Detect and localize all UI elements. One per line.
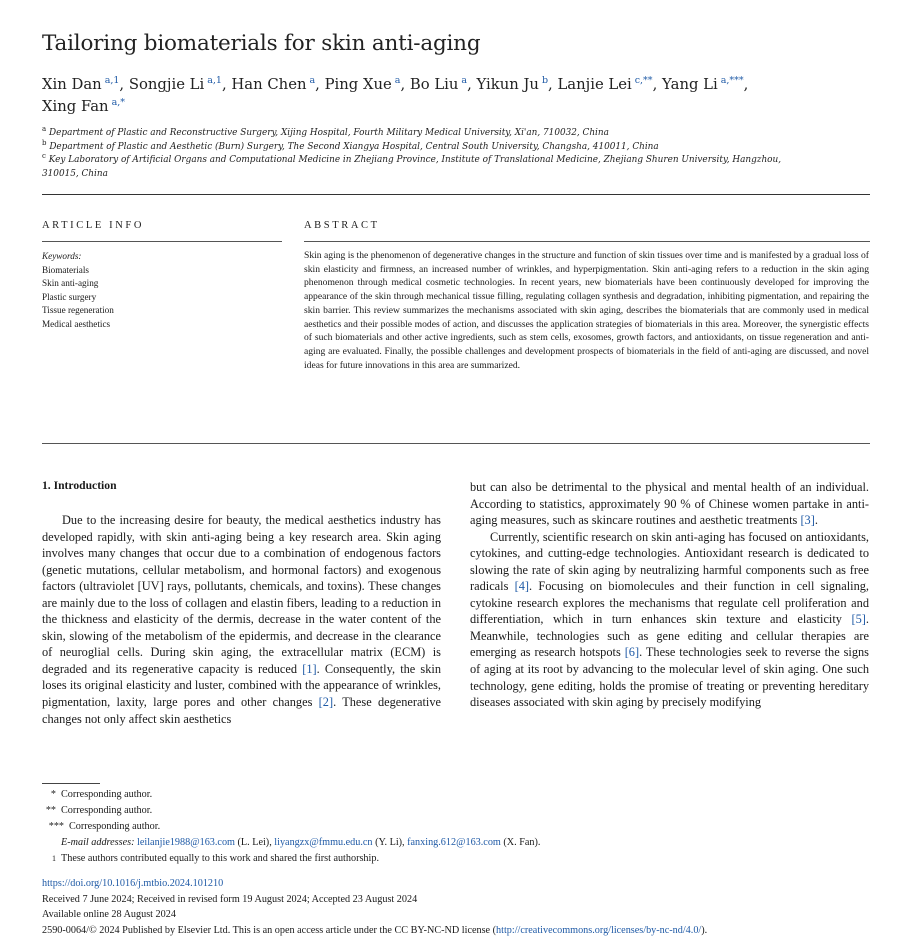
author-affiliation-marker[interactable]: a,* bbox=[111, 97, 125, 109]
affiliation-a: $^a$ Department of Plastic and Reconstructive Surgery, Xijing Hospital, Fourth Military Medical University, Xi'an, 710032, China bbox=[42, 125, 609, 138]
author-name: Xin Dan $^{a,1}$, bbox=[42, 75, 125, 93]
author-name: Bo Liu $^a$, bbox=[409, 75, 472, 93]
citation-link[interactable]: [1] bbox=[302, 661, 317, 676]
keywords-block bbox=[42, 250, 282, 332]
author-name: Lanjie Lei $^{c,**}$, bbox=[557, 75, 658, 93]
author-affiliation-marker[interactable]: b bbox=[541, 75, 549, 87]
author-affiliation-marker[interactable]: a,*** bbox=[720, 75, 744, 87]
author-affiliation-marker[interactable]: a bbox=[309, 75, 316, 87]
author-affiliation-marker[interactable]: a bbox=[461, 75, 468, 87]
email-link[interactable]: liyangzx@fmmu.edu.cn bbox=[274, 836, 373, 848]
author-name: Xing Fan $^{a,*}$ bbox=[42, 97, 125, 115]
author-affiliation-marker[interactable]: a,1 bbox=[207, 75, 222, 87]
affiliation-b: $^b$ Department of Plastic and Aesthetic (Burn) Surgery, The Second Xiangya Hospital, Central South University, Changsha, 410011, China bbox=[42, 138, 659, 152]
keyword-item: Tissue regeneration bbox=[42, 305, 114, 316]
section-heading-introduction: 1. Introduction bbox=[42, 479, 117, 492]
author-list bbox=[42, 74, 822, 118]
keyword-item: Biomaterials bbox=[42, 264, 89, 275]
citation-link[interactable]: [4] bbox=[514, 579, 530, 594]
footnote-corresponding: *** Corresponding author. bbox=[48, 820, 161, 832]
doi-link[interactable]: https://doi.org/10.1016/j.mtbio.2024.101210 bbox=[42, 878, 224, 889]
author-name: Han Chen $^a$, bbox=[231, 75, 320, 93]
keyword-item: Plastic surgery bbox=[42, 291, 97, 302]
abstract-bottom-divider bbox=[42, 443, 870, 444]
author-affiliation-marker[interactable]: a,1 bbox=[104, 75, 120, 87]
affiliation-c: $^c$ Key Laboratory of Artificial Organs and Computational Medicine in Zhejiang Province, Institute of Translational Medicine, Zhejiang Shuren University, Hangzhou, 310015, China bbox=[42, 152, 782, 179]
keyword-item: Skin anti-aging bbox=[42, 278, 99, 289]
received-dates: Received 7 June 2024; Received in revised form 19 August 2024; Accepted 23 August 2024 bbox=[42, 893, 418, 905]
author-name: Ping Xue $^a$, bbox=[324, 75, 406, 93]
license-statement: 2590-0064/© 2024 Published by Elsevier Ltd. This is an open access article under the CC BY-NC-ND license (http://creativecommons.org/licenses/by-nc-nd/4.0/). bbox=[42, 924, 708, 936]
footnote-corresponding: * Corresponding author. bbox=[50, 789, 153, 800]
paragraph: Currently, scientific research on skin anti-aging has focused on antioxidants, cytokines, and cutting-edge technologies. Antioxidant research is dedicated to slowing the rate of skin aging by neutralizing harmful components such as free radicals [4]. Focusing on biomolecules and their function in cell signaling, cytokine research explores the mechanisms that regulate cell proliferation and differentiation, which in turn enhances skin texture and elasticity [5]. Meanwhile, technologies such as gene editing and cellular therapies are emerging as research hotspots [6]. These technologies seek to reverse the signs of aging at its root by advancing to the molecular level of skin aging. One such technology, gene editing, holds the promise of treating or preventing hereditary diseases associated with skin aging by precisely modifying bbox=[470, 529, 869, 710]
article-info-divider bbox=[42, 241, 282, 242]
footnote-emails: E-mail addresses: leilanjie1988@163.com (L. Lei), liyangzx@fmmu.edu.cn (Y. Li), fanxing.612@163.com (X. Fan). bbox=[61, 836, 541, 848]
article-info-heading: ARTICLE INFO bbox=[42, 220, 145, 231]
footnote-divider bbox=[42, 783, 100, 784]
abstract-heading: ABSTRACT bbox=[304, 220, 380, 231]
abstract-divider bbox=[304, 241, 870, 242]
citation-link[interactable]: [6] bbox=[624, 645, 640, 660]
abstract-text: Skin aging is the phenomenon of degenerative changes in the structure and function of skin tissues over time and is manifested by a gradual loss of skin elasticity and firmness, an increased number of wrinkles, and hyperpigmentation. Skin anti-aging refers to a reduction in the skin aging phenomenon through medical cosmetic technologies. In recent years, new biomaterials have been continuously developed for improving the appearance of the skin through mechanical tissue filling, regulating collagen synthesis and degradation, inhibiting pigmentation, and repairing the skin barrier. This review summarizes the mechanisms associated with skin aging, describes the biomaterials that are commonly used in medical aesthetics and their possible modes of action, and discusses the application strategies of biomaterials in this area. Moreover, the synergistic effects of such biomaterials and other active ingredients, such as stem cells, exosomes, growth factors, and antioxidants, on tissue regeneration and anti-aging are evaluated. Finally, the possible challenges and development prospects of biomaterials in the field of anti-aging are discussed, and novel ideas for future innovations in this area are summarized. bbox=[304, 250, 869, 371]
available-online: Available online 28 August 2024 bbox=[42, 909, 176, 921]
footnotes bbox=[42, 787, 872, 867]
citation-link[interactable]: [3] bbox=[800, 513, 815, 528]
email-link[interactable]: fanxing.612@163.com bbox=[407, 836, 501, 848]
affiliations bbox=[42, 127, 802, 181]
paragraph: but can also be detrimental to the physical and mental health of an individual. According to statistics, approximately 90 % of Chinese women partake in anti-aging measures, such as skincare routines and aesthetic treatments [3]. bbox=[470, 480, 869, 528]
body-column-right bbox=[470, 479, 869, 711]
article-metadata bbox=[42, 876, 882, 938]
license-link[interactable]: http://creativecommons.org/licenses/by-nc-nd/4.0/ bbox=[496, 924, 702, 936]
footnote-equal-contribution: 1 These authors contributed equally to this work and shared the first authorship. bbox=[52, 852, 380, 864]
citation-link[interactable]: [5] bbox=[851, 612, 866, 627]
footnote-corresponding: ** Corresponding author. bbox=[45, 804, 153, 816]
citation-link[interactable]: [2] bbox=[318, 695, 334, 710]
author-affiliation-marker[interactable]: a bbox=[394, 75, 401, 87]
author-affiliation-marker[interactable]: c,** bbox=[634, 75, 653, 87]
paragraph: Due to the increasing desire for beauty, the medical aesthetics industry has developed rapidly, with skin anti-aging being a key research area. Skin aging involves many changes that occur due to a combination of endogenous factors (genetic mutations, cellular metabolism, and hormonal factors) and exogenous factors (ultraviolet [UV] rays, pollutants, chemicals, and toxins). These changes are mainly due to the loss of collagen and elastin fibers, leading to a reduction in the thickness and elasticity of the dermis, decrease in the water content of the skin, slowing of the metabolism of the epidermis, and decrease in the clearance of neuroglial cells. During skin aging, the extracellular matrix (ECM) is degraded and its regenerative capacity is reduced [1]. Consequently, the skin loses its original elasticity and luster, combined with the appearance of wrinkles, pigmentation, laxity, large pores and other changes [2]. These degenerative changes not only affect skin aesthetics bbox=[42, 513, 442, 726]
header-divider bbox=[42, 194, 870, 195]
author-name: Yang Li $^{a,***}$, bbox=[662, 75, 749, 93]
author-name: Songjie Li $^{a,1}$, bbox=[128, 75, 227, 93]
article-title: Tailoring biomaterials for skin anti-aging bbox=[42, 31, 481, 56]
email-link[interactable]: leilanjie1988@163.com bbox=[137, 836, 235, 848]
keyword-item: Medical aesthetics bbox=[42, 318, 111, 329]
author-name: Yikun Ju $^b$, bbox=[476, 75, 553, 93]
keywords-label: Keywords: bbox=[42, 251, 82, 261]
body-column-left bbox=[42, 512, 441, 727]
